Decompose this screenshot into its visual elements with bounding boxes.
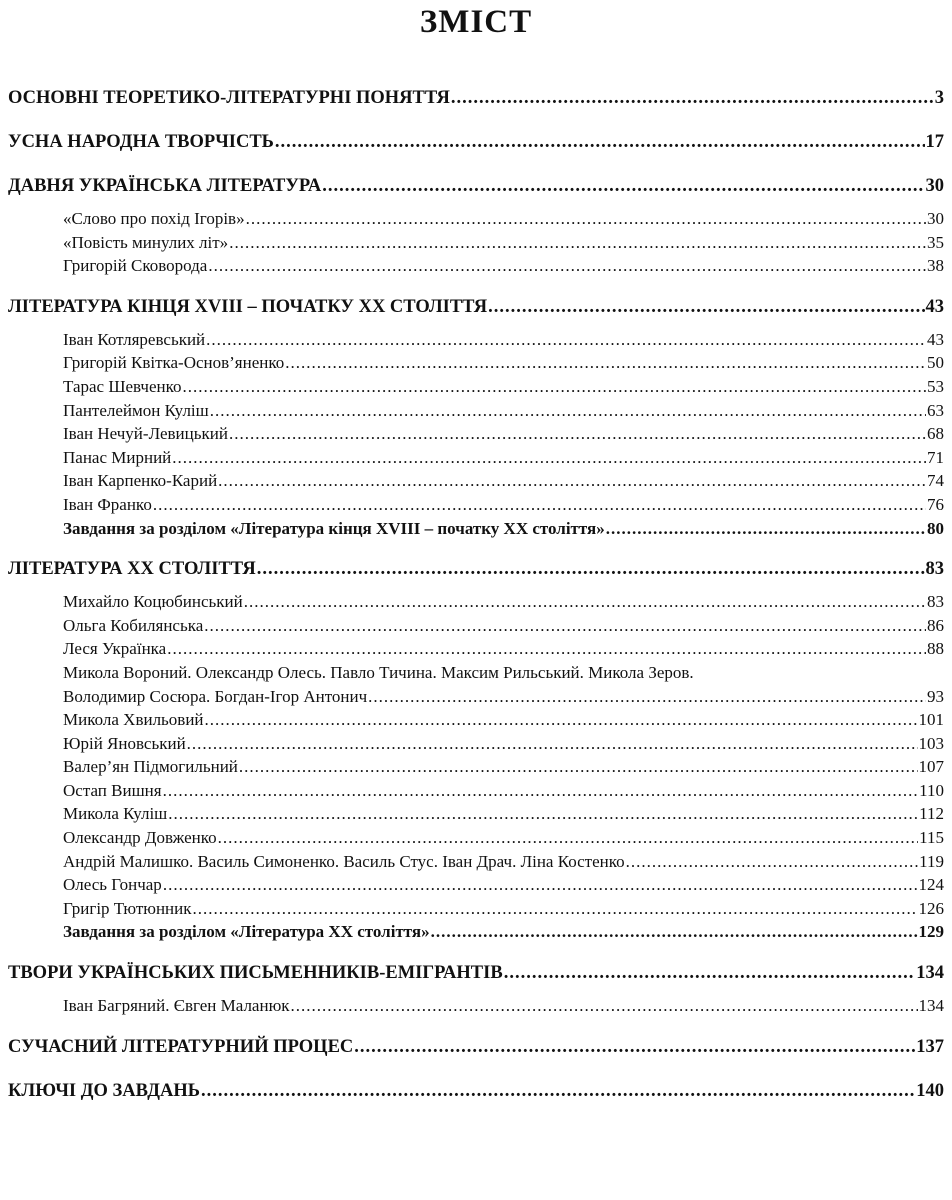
page-number: 50 (927, 353, 944, 373)
dot-leader (626, 850, 918, 874)
toc-section-heading[interactable] (8, 293, 944, 322)
entry-title: Ольга Кобилянська (63, 615, 204, 635)
toc-section (8, 293, 944, 540)
page-number: 76 (927, 494, 944, 514)
toc-section (8, 1033, 944, 1062)
page-number: 88 (927, 639, 944, 659)
section-title: ЛІТЕРАТУРА КІНЦЯ XVIII – ПОЧАТКУ XX СТОЛІТТЯ (8, 296, 488, 317)
page-number: 83 (925, 559, 944, 580)
toc-entry[interactable] (63, 231, 944, 255)
toc-entry[interactable] (63, 637, 944, 661)
entry-title: Юрій Яновський (63, 733, 186, 753)
page-number: 103 (918, 733, 944, 753)
dot-leader (163, 779, 919, 803)
dot-leader (201, 1077, 915, 1106)
entry-title: Іван Карпенко-Карий (63, 471, 218, 491)
page-number: 119 (919, 851, 944, 871)
toc-entry[interactable] (63, 779, 944, 803)
dot-leader (183, 375, 926, 399)
section-title: ОСНОВНІ ТЕОРЕТИКО-ЛІТЕРАТУРНІ ПОНЯТТЯ (8, 88, 450, 108)
dot-leader (167, 637, 926, 661)
entry-title: Микола Куліш (63, 804, 168, 824)
entry-title: Олесь Гончар (63, 875, 162, 895)
entry-title: «Повість минулих літ» (63, 232, 229, 252)
toc-entry[interactable] (63, 873, 944, 897)
entry-title: Остап Вишня (63, 780, 162, 800)
entry-title: Леся Українка (63, 639, 167, 659)
page-number: 101 (918, 710, 944, 730)
section-title: ТВОРИ УКРАЇНСЬКИХ ПИСЬМЕННИКІВ-ЕМІГРАНТІВ (8, 963, 503, 984)
page-number: 43 (925, 296, 944, 317)
dot-leader (451, 84, 934, 113)
entry-title: Пантелеймон Куліш (63, 400, 209, 420)
toc-section (8, 128, 944, 157)
page-number: 124 (918, 875, 944, 895)
dot-leader (229, 231, 926, 255)
entry-title: Григорій Квітка-Основ’яненко (63, 353, 285, 373)
page-number: 17 (925, 132, 944, 152)
dot-leader (291, 994, 918, 1018)
toc-entry[interactable] (63, 685, 944, 709)
toc-section (8, 959, 944, 1018)
toc-entry[interactable] (63, 994, 944, 1018)
toc-entry[interactable] (63, 351, 944, 375)
entry-title: Валер’ян Підмогильний (63, 757, 238, 777)
toc-task-entry[interactable] (63, 517, 944, 541)
entry-title: Микола Вороний. Олександр Олесь. Павло Тичина. Максим Рильський. Микола Зеров. (63, 662, 694, 682)
toc-section-heading[interactable] (8, 84, 944, 113)
page-number: 110 (919, 780, 944, 800)
entry-title: Завдання за розділом «Література XX століття» (63, 922, 430, 942)
toc-section (8, 555, 944, 944)
page-number: 134 (916, 963, 944, 984)
toc-section-heading[interactable] (8, 959, 944, 988)
dot-leader (229, 422, 926, 446)
page-number: 137 (916, 1036, 944, 1057)
entry-title: Григір Тютюнник (63, 898, 192, 918)
toc-section-heading[interactable] (8, 172, 944, 201)
entry-title: Завдання за розділом «Література кінця XVIII – початку XX століття» (63, 518, 605, 538)
toc-entry[interactable] (63, 207, 944, 231)
toc-task-entry[interactable] (63, 920, 944, 944)
dot-leader (606, 517, 926, 541)
toc-entry[interactable] (63, 755, 944, 779)
toc-entry[interactable] (63, 422, 944, 446)
section-title: ЛІТЕРАТУРА XX СТОЛІТТЯ (8, 559, 256, 580)
toc-entry[interactable] (63, 375, 944, 399)
page-number: 53 (927, 376, 944, 396)
toc-entry[interactable] (63, 897, 944, 921)
dot-leader (210, 399, 926, 423)
page-number: 3 (934, 88, 944, 108)
page-number: 129 (918, 922, 944, 942)
dot-leader (285, 351, 926, 375)
toc-entry[interactable] (63, 590, 944, 614)
page-number: 126 (918, 898, 944, 918)
entry-title: Панас Мирний (63, 447, 172, 467)
dot-leader (206, 328, 926, 352)
entry-title: Володимир Сосюра. Богдан-Ігор Антонич (63, 686, 368, 706)
dot-leader (218, 469, 926, 493)
dot-leader (257, 555, 925, 584)
toc-entry[interactable] (63, 328, 944, 352)
toc-entry[interactable] (63, 614, 944, 638)
dot-leader (488, 293, 924, 322)
entry-title: Іван Франко (63, 494, 152, 514)
toc-section-heading[interactable] (8, 1033, 944, 1062)
section-title: ДАВНЯ УКРАЇНСЬКА ЛІТЕРАТУРА (8, 176, 322, 196)
page-number: 43 (927, 329, 944, 349)
dot-leader (354, 1033, 915, 1062)
section-title: СУЧАСНИЙ ЛІТЕРАТУРНИЙ ПРОЦЕС (8, 1036, 354, 1057)
section-title: УСНА НАРОДНА ТВОРЧІСТЬ (8, 132, 274, 152)
entry-title: Михайло Коцюбинський (63, 592, 243, 612)
dot-leader (368, 685, 926, 709)
entry-title: Олександр Довженко (63, 828, 217, 848)
toc-entry[interactable] (63, 493, 944, 517)
toc-section-heading[interactable] (8, 555, 944, 584)
dot-leader (204, 614, 926, 638)
entry-title: Микола Хвильовий (63, 710, 204, 730)
toc-section (8, 84, 944, 113)
toc-entry[interactable] (63, 469, 944, 493)
dot-leader (244, 590, 926, 614)
dot-leader (172, 446, 926, 470)
dot-leader (168, 802, 918, 826)
toc-subentries (8, 207, 944, 278)
entry-title: Іван Багряний. Євген Маланюк (63, 996, 290, 1016)
page-number: 80 (927, 518, 944, 538)
page-number: 86 (927, 615, 944, 635)
table-of-contents (8, 84, 944, 1121)
toc-entry[interactable] (63, 446, 944, 470)
dot-leader (153, 493, 926, 517)
page-number: 30 (927, 209, 944, 228)
dot-leader (187, 732, 918, 756)
toc-entry[interactable] (63, 399, 944, 423)
page-number: 115 (919, 828, 944, 848)
entry-title: Андрій Малишко. Василь Симоненко. Василь Стус. Іван Драч. Ліна Костенко (63, 851, 625, 871)
toc-section-heading[interactable] (8, 128, 944, 157)
page-number: 71 (927, 447, 944, 467)
dot-leader (431, 920, 918, 944)
toc-entry[interactable] (63, 708, 944, 732)
dot-leader (504, 959, 916, 988)
toc-entry[interactable] (63, 254, 944, 278)
page-number: 107 (918, 757, 944, 777)
page-number: 134 (918, 996, 944, 1016)
entry-title: Іван Нечуй-Левицький (63, 424, 228, 444)
entry-title: Тарас Шевченко (63, 376, 182, 396)
entry-title: «Слово про похід Ігорів» (63, 209, 245, 228)
page-number: 30 (925, 176, 944, 196)
page-number: 74 (927, 471, 944, 491)
toc-subentries (8, 590, 944, 944)
toc-entry[interactable] (63, 826, 944, 850)
dot-leader (205, 708, 918, 732)
toc-section-heading[interactable] (8, 1077, 944, 1106)
page-number: 35 (927, 232, 944, 252)
toc-entry[interactable] (63, 802, 944, 826)
page-number: 83 (927, 592, 944, 612)
toc-entry[interactable] (63, 850, 944, 874)
dot-leader (208, 254, 926, 278)
toc-entry[interactable] (63, 732, 944, 756)
page-number: 112 (919, 804, 944, 824)
toc-entry[interactable] (63, 661, 944, 685)
dot-leader (275, 128, 925, 157)
toc-subentries (8, 328, 944, 540)
dot-leader (246, 207, 926, 231)
toc-section (8, 172, 944, 278)
page-number: 38 (927, 256, 944, 276)
toc-subentries (8, 994, 944, 1018)
entry-title: Іван Котляревський (63, 329, 206, 349)
toc-section (8, 1077, 944, 1106)
dot-leader (218, 826, 918, 850)
page-number: 93 (927, 686, 944, 706)
page-title: ЗМІСТ (419, 4, 533, 40)
dot-leader (163, 873, 918, 897)
dot-leader (322, 172, 924, 201)
entry-title: Григорій Сковорода (63, 256, 208, 276)
dot-leader (193, 897, 918, 921)
page-number: 140 (916, 1080, 944, 1101)
page-number: 63 (927, 400, 944, 420)
page-number: 68 (927, 424, 944, 444)
section-title: КЛЮЧІ ДО ЗАВДАНЬ (8, 1080, 200, 1101)
dot-leader (239, 755, 918, 779)
